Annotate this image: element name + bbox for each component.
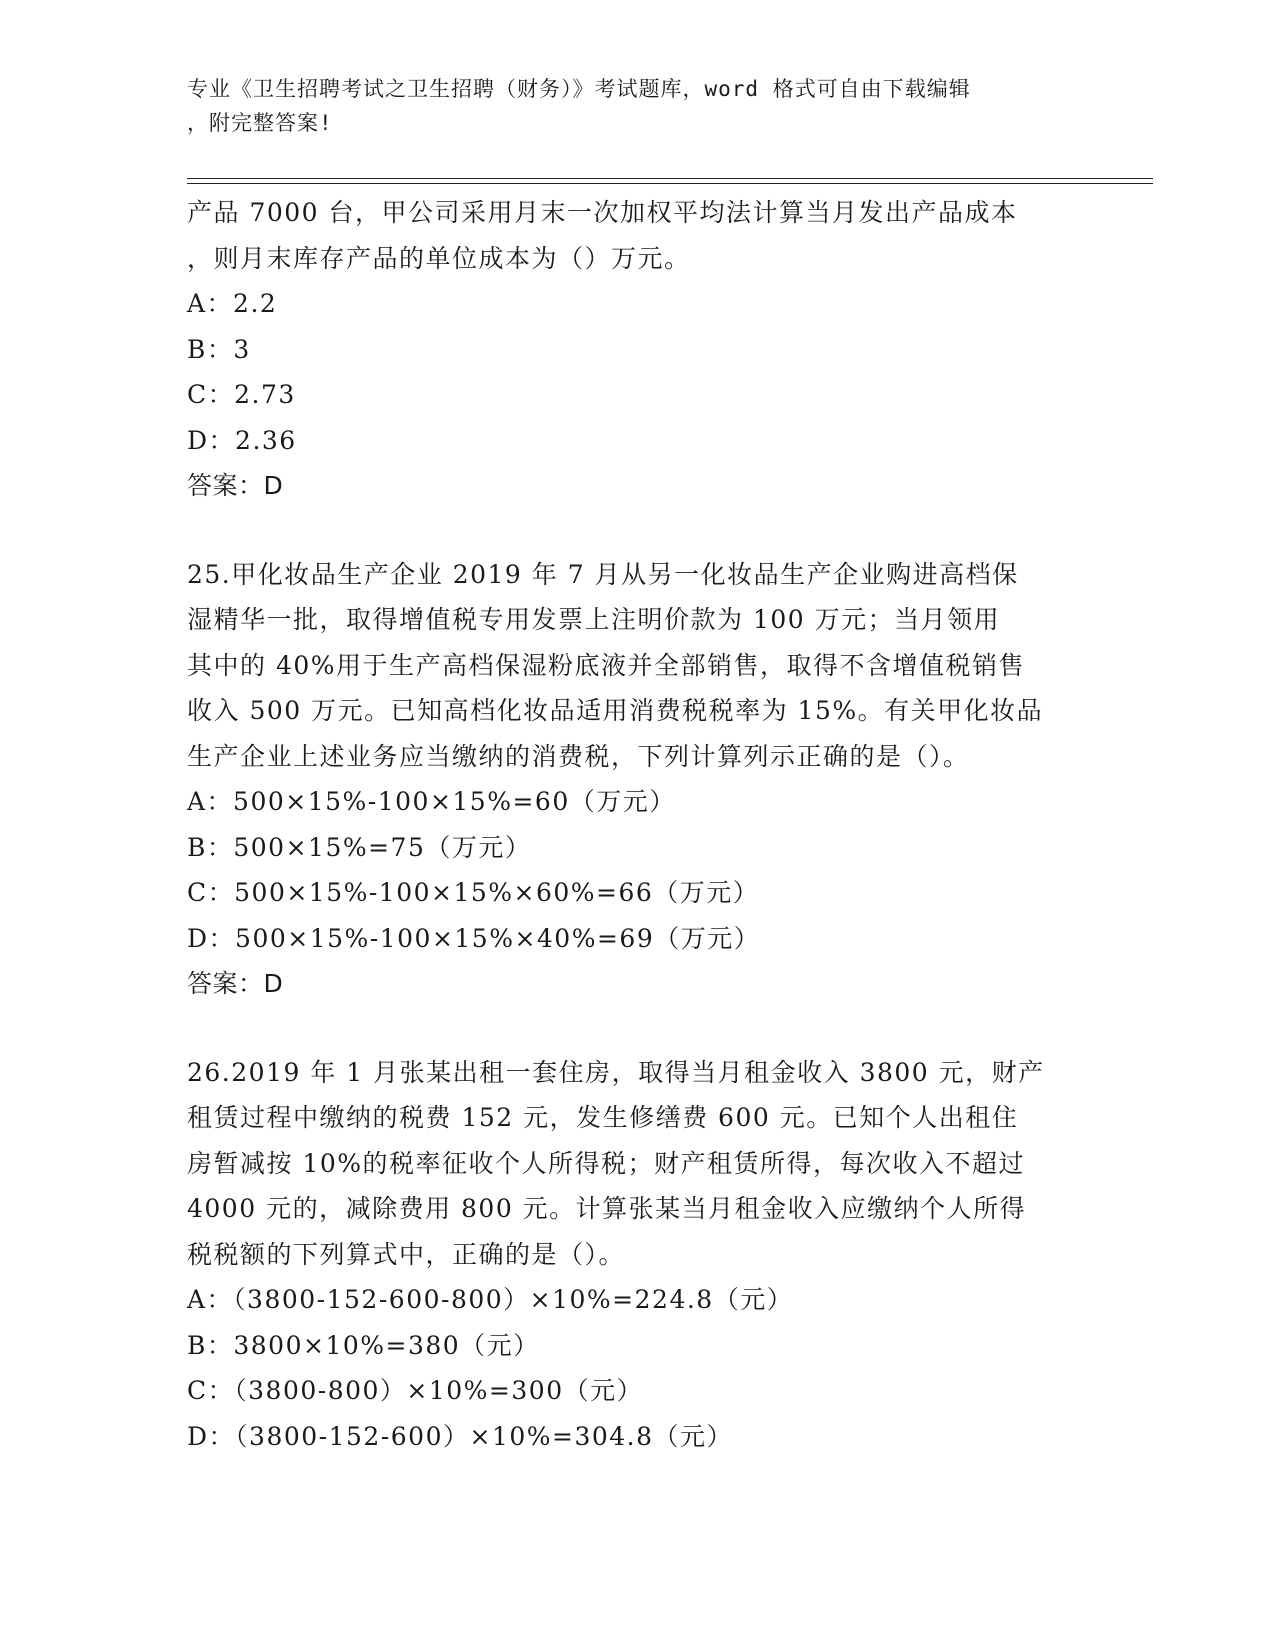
question-26-option-a: A：（3800-152-600-800）×10%=224.8（元） bbox=[187, 1285, 794, 1314]
question-25-option-c: C：500×15%-100×15%×60%=66（万元） bbox=[187, 878, 760, 907]
question-26-option-b: B：3800×10%=380（元） bbox=[187, 1330, 540, 1360]
header-rule-top bbox=[187, 178, 1153, 179]
question-spacer bbox=[187, 1007, 1087, 1050]
question-25-option-b: B：500×15%=75（万元） bbox=[187, 832, 532, 862]
question-24-stem-line-1: 产品 7000 台，甲公司采用月末一次加权平均法计算当月发出产品成本 bbox=[187, 198, 1018, 227]
question-25-stem-line-4: 收入 500 万元。已知高档化妆品适用消费税税率为 15%。有关甲化妆品 bbox=[187, 696, 1044, 725]
question-26-stem-line-2: 租赁过程中缴纳的税费 152 元，发生修缮费 600 元。已知个人出租住 bbox=[187, 1103, 1019, 1132]
question-26-option-c: C：（3800-800）×10%=300（元） bbox=[187, 1376, 644, 1405]
question-26-option-d: D：（3800-152-600）×10%=304.8（元） bbox=[187, 1421, 734, 1451]
document-header bbox=[187, 72, 1067, 140]
question-25 bbox=[187, 552, 1087, 1007]
header-rule-bottom bbox=[187, 183, 1153, 184]
document-body bbox=[187, 190, 1087, 1459]
question-24-stem-line-2: ，则月末库存产品的单位成本为（）万元。 bbox=[187, 243, 691, 273]
question-24-option-a: A：2.2 bbox=[187, 289, 278, 318]
question-24-option-b: B：3 bbox=[187, 334, 251, 364]
question-spacer bbox=[187, 509, 1087, 552]
question-26-stem-line-4: 4000 元的，减除费用 800 元。计算张某当月租金收入应缴纳个人所得 bbox=[187, 1194, 1027, 1223]
header-line-2: ，附完整答案! bbox=[187, 111, 333, 135]
question-26-stem-line-5: 税税额的下列算式中，正确的是（）。 bbox=[187, 1239, 626, 1269]
question-25-stem-line-1: 25.甲化妆品生产企业 2019 年 7 月从另一化妆品生产企业购进高档保 bbox=[187, 559, 1019, 589]
question-25-option-d: D：500×15%-100×15%×40%=69（万元） bbox=[187, 923, 761, 953]
question-25-option-a: A：500×15%-100×15%=60（万元） bbox=[187, 787, 676, 816]
header-line-1: 专业《卫生招聘考试之卫生招聘（财务）》考试题库，word 格式可自由下载编辑 bbox=[187, 77, 971, 101]
question-24 bbox=[187, 190, 1087, 509]
question-24-option-c: C：2.73 bbox=[187, 380, 296, 409]
question-26 bbox=[187, 1050, 1087, 1460]
question-25-stem-line-2: 湿精华一批，取得增值税专用发票上注明价款为 100 万元；当月领用 bbox=[187, 605, 1001, 634]
question-25-answer: 答案：D bbox=[187, 969, 284, 998]
question-25-stem-line-3: 其中的 40%用于生产高档保湿粉底液并全部销售，取得不含增值税销售 bbox=[187, 650, 1026, 680]
question-24-answer: 答案：D bbox=[187, 471, 284, 500]
question-26-stem-line-3: 房暂减按 10%的税率征收个人所得税；财产租赁所得，每次收入不超过 bbox=[187, 1148, 1026, 1178]
question-26-stem-line-1: 26.2019 年 1 月张某出租一套住房，取得当月租金收入 3800 元，财产 bbox=[187, 1057, 1045, 1087]
question-25-stem-line-5: 生产企业上述业务应当缴纳的消费税，下列计算列示正确的是（）。 bbox=[187, 741, 970, 771]
question-24-option-d: D：2.36 bbox=[187, 425, 297, 455]
